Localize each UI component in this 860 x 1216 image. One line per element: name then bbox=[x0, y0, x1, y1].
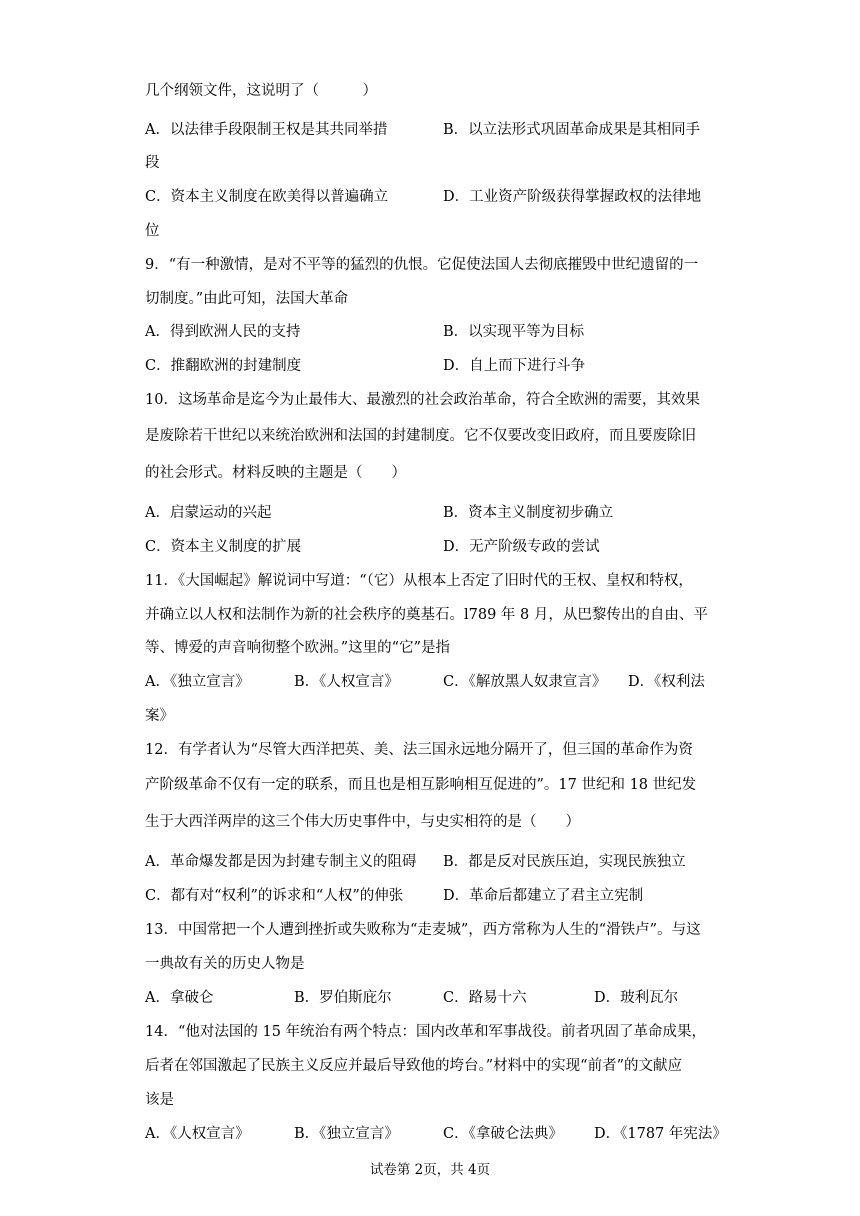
q8-stem-end: 几个纲领文件，这说明了（ ） bbox=[145, 83, 377, 99]
q14-option-d: D．《1787 年宪法》 bbox=[594, 1126, 727, 1142]
q8-option-b-cont: 段 bbox=[145, 155, 160, 171]
q8-option-a: A．以法律手段限制王权是其共同举措 bbox=[145, 122, 388, 138]
q12-stem-1: 12．有学者认为“尽管大西洋把英、美、法三国永远地分隔开了，但三国的革命作为资 bbox=[145, 742, 693, 758]
q9-option-a: A．得到欧洲人民的支持 bbox=[145, 324, 301, 340]
q13-option-b: B．罗伯斯庇尔 bbox=[294, 990, 392, 1006]
q11-option-d-cont: 案》 bbox=[145, 708, 174, 724]
q14-option-a: A．《人权宣言》 bbox=[145, 1126, 250, 1142]
q13-option-d: D．玻利瓦尔 bbox=[594, 990, 679, 1006]
q12-option-d: D．革命后都建立了君主立宪制 bbox=[443, 888, 644, 904]
q10-option-a: A．启蒙运动的兴起 bbox=[145, 505, 272, 521]
q14-stem-3: 该是 bbox=[145, 1092, 174, 1108]
q12-option-c: C．都有对“权利”的诉求和“人权”的伸张 bbox=[145, 888, 404, 904]
q11-option-d: D．《权利法 bbox=[628, 674, 705, 690]
q9-option-b: B．以实现平等为目标 bbox=[443, 324, 585, 340]
q10-stem-2: 是废除若干世纪以来统治欧洲和法国的封建制度。它不仅要改变旧政府，而且要废除旧 bbox=[145, 428, 696, 444]
q13-option-a: A．拿破仑 bbox=[145, 990, 214, 1006]
q10-option-b: B．资本主义制度初步确立 bbox=[443, 505, 614, 521]
q11-stem-3: 等、博爱的声音响彻整个欧洲。”这里的“它”是指 bbox=[145, 640, 450, 656]
q9-option-d: D．自上而下进行斗争 bbox=[443, 358, 586, 374]
q8-option-d-cont: 位 bbox=[145, 223, 160, 239]
q13-stem-1: 13．中国常把一个人遭到挫折或失败称为“走麦城”，西方常称为人生的“滑铁卢”。与这 bbox=[145, 922, 701, 938]
q11-option-c: C．《解放黑人奴隶宣言》 bbox=[443, 674, 607, 690]
q11-option-a: A．《独立宣言》 bbox=[145, 674, 250, 690]
q11-option-b: B．《人权宣言》 bbox=[294, 674, 399, 690]
q12-option-b: B．都是反对民族压迫，实现民族独立 bbox=[443, 854, 686, 870]
q8-option-d: D．工业资产阶级获得掌握政权的法律地 bbox=[443, 189, 702, 205]
page-footer: 试卷第 2页，共 4页 bbox=[369, 1162, 491, 1178]
q11-stem-1: 11．《大国崛起》解说词中写道：“（它）从根本上否定了旧时代的王权、皇权和特权， bbox=[145, 573, 693, 589]
q13-stem-2: 一典故有关的历史人物是 bbox=[145, 956, 305, 972]
q12-stem-3: 生于大西洋两岸的这三个伟大历史事件中，与史实相符的是（ ） bbox=[145, 814, 580, 830]
q14-option-b: B．《独立宣言》 bbox=[294, 1126, 399, 1142]
q10-stem-1: 10．这场革命是迄今为止最伟大、最激烈的社会政治革命，符合全欧洲的需要，其效果 bbox=[145, 392, 700, 408]
q14-option-c: C．《拿破仑法典》 bbox=[443, 1126, 563, 1142]
q13-option-c: C．路易十六 bbox=[443, 990, 527, 1006]
q9-stem-1: 9．“有一种激情，是对不平等的猛烈的仇恨。它促使法国人去彻底摧毁中世纪遗留的一 bbox=[145, 257, 699, 273]
q11-stem-2: 并确立以人权和法制作为新的社会秩序的奠基石。l789 年 8 月，从巴黎传出的自由、平 bbox=[145, 607, 708, 623]
q10-option-c: C．资本主义制度的扩展 bbox=[145, 539, 302, 555]
q14-stem-2: 后者在邻国激起了民族主义反应并最后导致他的垮台。”材料中的实现“前者”的文献应 bbox=[145, 1058, 682, 1074]
q10-option-d: D．无产阶级专政的尝试 bbox=[443, 539, 600, 555]
q8-option-c: C．资本主义制度在欧美得以普遍确立 bbox=[145, 189, 389, 205]
q9-stem-2: 切制度。”由此可知，法国大革命 bbox=[145, 291, 349, 307]
q12-option-a: A．革命爆发都是因为封建专制主义的阻碍 bbox=[145, 854, 417, 870]
q14-stem-1: 14．“他对法国的 15 年统治有两个特点：国内改革和军事战役。前者巩固了革命成果， bbox=[145, 1024, 707, 1040]
q12-stem-2: 产阶级革命不仅有一定的联系，而且也是相互影响相互促进的”。17 世纪和 18 世纪发 bbox=[145, 777, 697, 793]
q10-stem-3: 的社会形式。材料反映的主题是（ ） bbox=[145, 465, 406, 481]
q8-option-b: B．以立法形式巩固革命成果是其相同手 bbox=[443, 122, 701, 138]
q9-option-c: C．推翻欧洲的封建制度 bbox=[145, 358, 302, 374]
